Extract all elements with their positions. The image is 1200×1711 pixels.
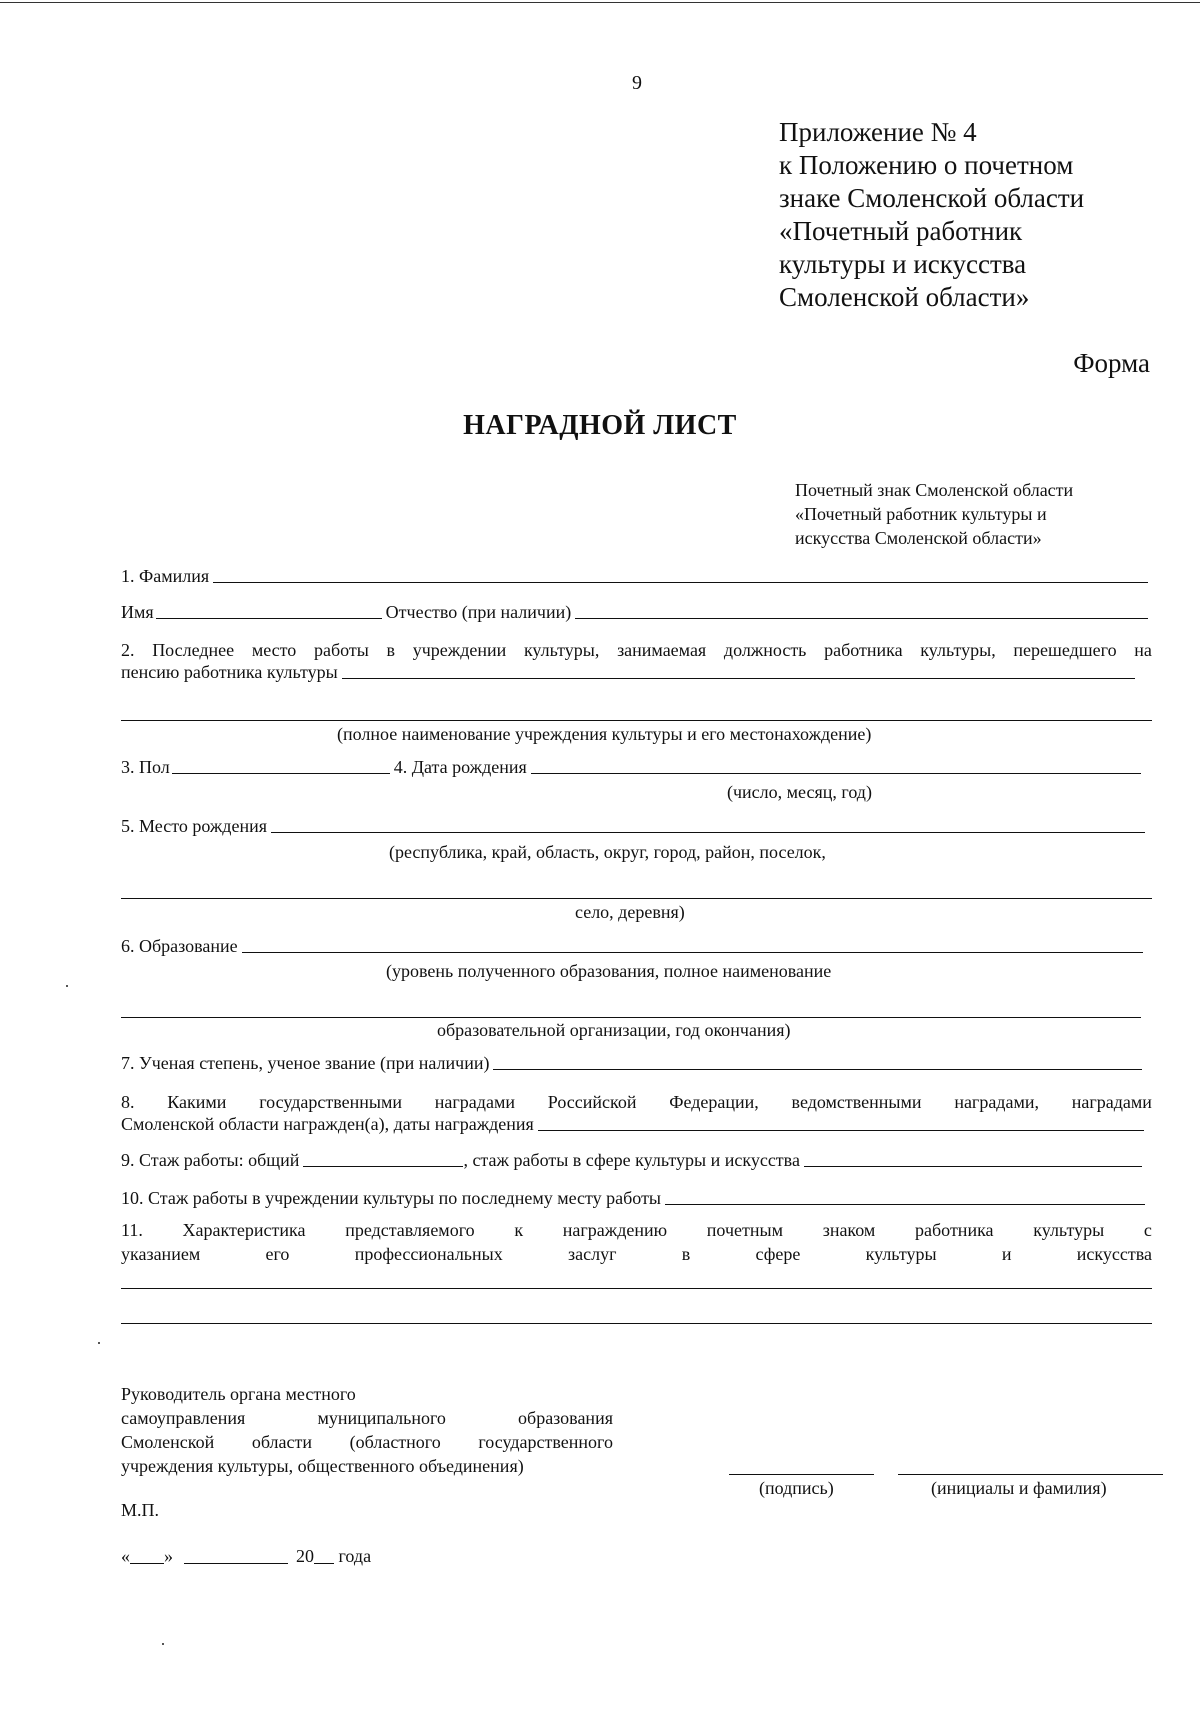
signatory-line <box>121 1430 613 1454</box>
appendix-line: к Положению о почетном <box>779 150 1074 180</box>
field-name-patronymic <box>121 602 1152 623</box>
birthplace-label: 5. Место рождения <box>121 816 268 836</box>
appendix-line: культуры и искусства <box>779 249 1027 279</box>
word: почетным <box>706 1220 783 1240</box>
name-label: Имя <box>121 602 154 622</box>
field-awards-line2 <box>121 1114 1148 1135</box>
word: 8. <box>121 1092 135 1112</box>
scan-speck <box>98 1342 100 1344</box>
word: 11. <box>121 1220 143 1240</box>
surname-label: 1. Фамилия <box>121 566 210 586</box>
word: должность <box>723 640 807 660</box>
word: культуры, <box>920 640 996 660</box>
word: на <box>1134 640 1152 660</box>
field-last-workplace-line2 <box>121 662 1139 683</box>
appendix-header <box>779 116 1179 314</box>
word: перешедшего <box>1013 640 1117 660</box>
education-hint-1: (уровень полученного образования, полное наименование <box>386 961 832 981</box>
word: и <box>1001 1244 1012 1264</box>
gender-label: 3. Пол <box>121 757 170 777</box>
word: государственными <box>259 1092 403 1112</box>
word: профессиональных <box>354 1244 503 1264</box>
education-label: 6. Образование <box>121 936 238 956</box>
experience-culture-input-line[interactable] <box>804 1166 1142 1167</box>
experience-culture-label: , стаж работы в сфере культуры и искусства <box>463 1150 800 1170</box>
date-open-quote: « <box>121 1546 130 1566</box>
word: Федерации, <box>669 1092 759 1112</box>
word: искусства <box>1076 1244 1152 1264</box>
word: культуры <box>1033 1220 1105 1240</box>
signatory-line <box>121 1406 613 1430</box>
word: его <box>265 1244 290 1264</box>
word: представляемого <box>345 1220 475 1240</box>
word: образования <box>518 1408 613 1428</box>
awards-input-line[interactable] <box>538 1130 1144 1131</box>
last-workplace-label: пенсию работника культуры <box>121 662 338 682</box>
word: наградами <box>1071 1092 1152 1112</box>
appendix-line: Смоленской области» <box>779 282 1030 312</box>
word: государственного <box>478 1432 613 1452</box>
field-birthplace <box>121 816 1149 837</box>
word: культуры <box>865 1244 937 1264</box>
degree-label: 7. Ученая степень, ученое звание (при наличии) <box>121 1053 490 1073</box>
initials-hint: (инициалы и фамилия) <box>931 1478 1107 1498</box>
characteristics-input-line-2[interactable] <box>121 1323 1152 1324</box>
word: культуры, <box>523 640 600 660</box>
word: занимаемая <box>617 640 707 660</box>
field-last-workplace-line1 <box>121 640 1152 661</box>
stamp-place: М.П. <box>121 1500 160 1520</box>
page-number: 9 <box>632 72 642 94</box>
name-input-line[interactable] <box>156 618 382 619</box>
education-input-line[interactable] <box>242 952 1143 953</box>
word: Характеристика <box>182 1220 306 1240</box>
field-gender-birthdate <box>121 757 1145 778</box>
birthdate-hint: (число, месяц, год) <box>727 782 872 802</box>
word: знаком <box>822 1220 876 1240</box>
last-workplace-hint: (полное наименование учреждения культуры и его местонахождение) <box>337 724 872 744</box>
scan-speck <box>162 1643 164 1645</box>
signature-hint: (подпись) <box>759 1478 834 1498</box>
initials-input-line[interactable] <box>898 1474 1163 1475</box>
word: Российской <box>547 1092 637 1112</box>
last-workplace-input-line-2[interactable] <box>121 720 1152 721</box>
form-label: Форма <box>1073 348 1150 378</box>
signature-input-line[interactable] <box>729 1474 874 1475</box>
experience-total-label: 9. Стаж работы: общий <box>121 1150 300 1170</box>
word: заслуг <box>568 1244 617 1264</box>
year-suffix: года <box>338 1546 372 1566</box>
word: работника <box>915 1220 994 1240</box>
word: работы <box>313 640 369 660</box>
appendix-line: знаке Смоленской области <box>779 183 1085 213</box>
signatory-line: учреждения культуры, общественного объединения) <box>121 1456 524 1476</box>
surname-input-line[interactable] <box>213 582 1148 583</box>
word: к <box>514 1220 524 1240</box>
month-input-line[interactable] <box>184 1563 288 1564</box>
date-close-quote: » <box>164 1546 173 1566</box>
date-field <box>121 1546 371 1567</box>
field-academic-degree <box>121 1053 1146 1074</box>
birthplace-hint-2: село, деревня) <box>575 902 685 922</box>
day-input-line[interactable] <box>130 1563 164 1564</box>
field-last-place-experience <box>121 1188 1149 1209</box>
year-prefix: 20 <box>296 1546 314 1566</box>
education-hint-2: образовательной организации, год окончания) <box>437 1020 791 1040</box>
word: наградами <box>434 1092 515 1112</box>
patronymic-label: Отчество (при наличии) <box>385 602 572 622</box>
birthplace-hint-1: (республика, край, область, округ, город, район, поселок, <box>389 842 826 862</box>
scan-top-rule <box>0 2 1200 3</box>
characteristics-input-line-1[interactable] <box>121 1288 1152 1289</box>
award-line: Почетный знак Смоленской области <box>795 480 1074 500</box>
birthplace-input-line[interactable] <box>271 832 1145 833</box>
word: муниципального <box>317 1408 446 1428</box>
word: с <box>1143 1220 1152 1240</box>
word: Последнее <box>152 640 235 660</box>
word: учреждении <box>412 640 507 660</box>
document-title: НАГРАДНОЙ ЛИСТ <box>463 410 737 441</box>
field-characteristics-line2 <box>121 1244 1152 1265</box>
last-place-experience-input-line[interactable] <box>665 1204 1145 1205</box>
birthdate-input-line[interactable] <box>531 773 1141 774</box>
word: работника <box>824 640 903 660</box>
word: указанием <box>121 1244 201 1264</box>
year-input-line[interactable] <box>314 1563 334 1564</box>
award-name <box>795 478 1073 550</box>
gender-input-line[interactable] <box>172 773 390 774</box>
scan-speck <box>66 985 68 987</box>
word: (областного <box>349 1432 441 1452</box>
signatory-block <box>121 1382 613 1478</box>
word: наградами, <box>954 1092 1039 1112</box>
field-work-experience <box>121 1150 1146 1171</box>
last-workplace-input-line[interactable] <box>342 678 1135 679</box>
birthplace-input-line-2[interactable] <box>121 898 1152 899</box>
field-awards-line1 <box>121 1092 1152 1113</box>
award-line: искусства Смоленской области» <box>795 528 1042 548</box>
word: ведомственными <box>791 1092 922 1112</box>
word: 2. <box>121 640 135 660</box>
word: самоуправления <box>121 1408 246 1428</box>
awards-label: Смоленской области награжден(а), даты награждения <box>121 1114 534 1134</box>
degree-input-line[interactable] <box>493 1069 1142 1070</box>
appendix-line: Приложение № 4 <box>779 117 977 147</box>
birthdate-label: 4. Дата рождения <box>393 757 527 777</box>
word: в <box>681 1244 691 1264</box>
last-place-experience-label: 10. Стаж работы в учреждении культуры по последнему месту работы <box>121 1188 662 1208</box>
word: место <box>251 640 297 660</box>
signatory-line: Руководитель органа местного <box>121 1384 356 1404</box>
field-characteristics-line1 <box>121 1220 1152 1241</box>
experience-total-input-line[interactable] <box>303 1166 463 1167</box>
word: Смоленской <box>121 1432 215 1452</box>
field-education <box>121 936 1147 957</box>
word: награждению <box>562 1220 668 1240</box>
word: области <box>251 1432 313 1452</box>
appendix-line: «Почетный работник <box>779 216 1023 246</box>
education-input-line-2[interactable] <box>121 1017 1141 1018</box>
field-surname <box>121 566 1152 587</box>
word: Какими <box>167 1092 227 1112</box>
award-line: «Почетный работник культуры и <box>795 504 1047 524</box>
word: в <box>386 640 396 660</box>
patronymic-input-line[interactable] <box>575 618 1148 619</box>
word: сфере <box>755 1244 801 1264</box>
